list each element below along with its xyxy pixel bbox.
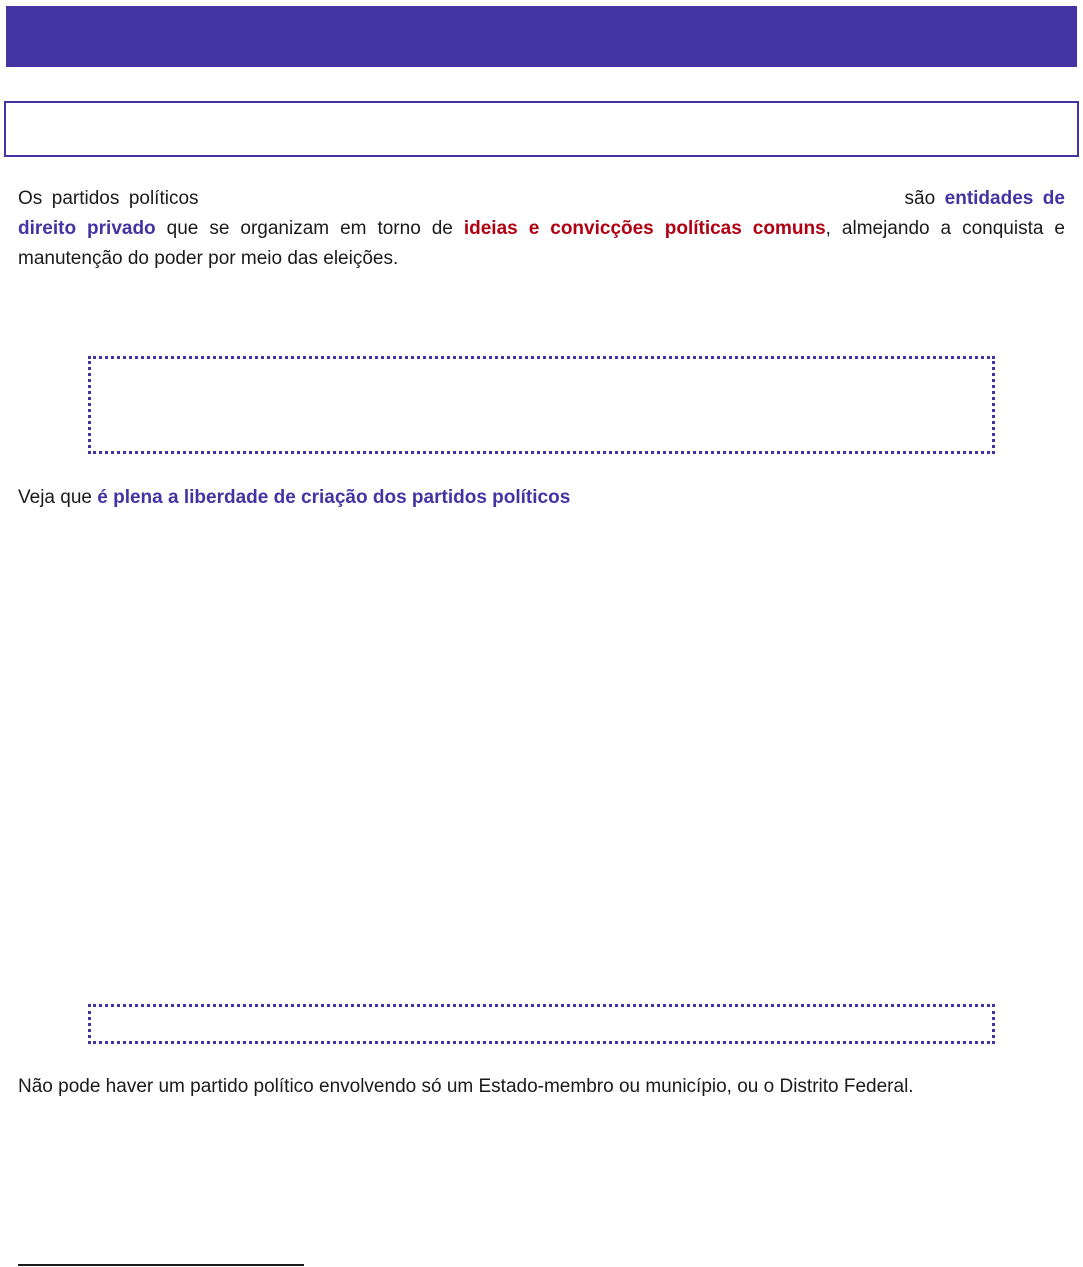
highlight-liberdade-criacao: é plena a liberdade de criação dos partidos políticos (97, 487, 571, 508)
dotted-callout-box-2 (88, 1004, 995, 1044)
dotted-callout-box-1 (88, 356, 995, 454)
highlight-ideias-conviccoes: ideias e convicções políticas comuns (463, 218, 826, 239)
page-header-bar (6, 6, 1077, 67)
section-title-box (4, 101, 1079, 157)
highlight-entidades-direito-privado: entidades de direito privado (18, 188, 1065, 239)
paragraph-sao-text: são (904, 188, 945, 209)
paragraph-end-text: , almejando a conquista e manutenção do poder por meio das eleições. (18, 218, 1065, 269)
paragraph-carater-nacional: Não pode haver um partido político envolvendo só um Estado-membro ou município, ou o Distrito Federal. (18, 1076, 914, 1097)
paragraph-liberdade-criacao (18, 483, 1065, 513)
paragraph2-prefix: Veja que (18, 487, 98, 508)
footnote-divider (18, 1264, 304, 1266)
paragraph-intro-text: Os partidos políticos (18, 188, 199, 209)
paragraph-partidos-definicao (18, 184, 1065, 274)
paragraph-mid-text: que se organizam em torno de (155, 218, 464, 239)
